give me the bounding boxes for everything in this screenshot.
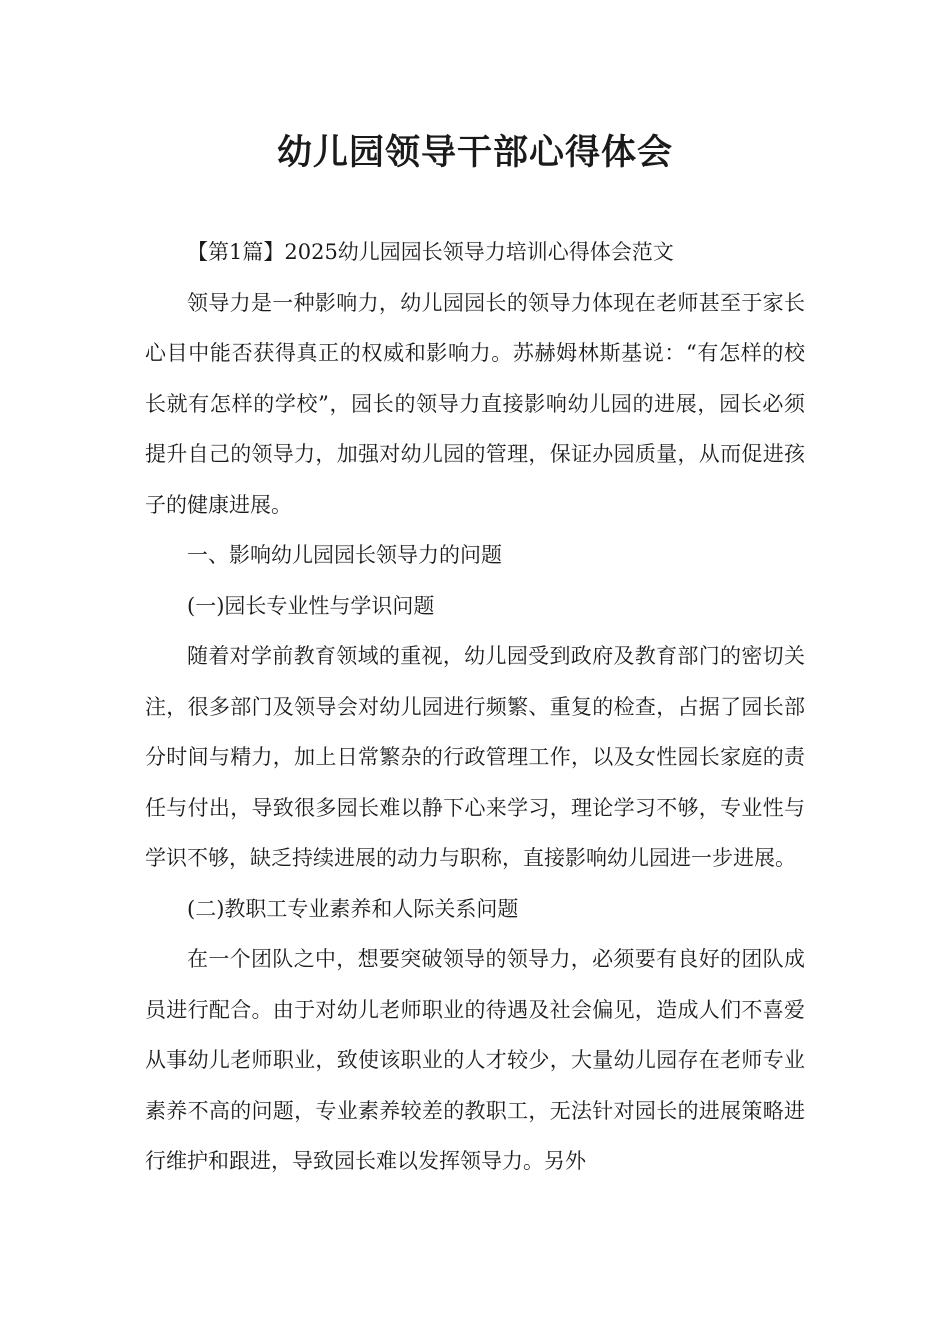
subsection-heading: (二)教职工专业素养和人际关系问题: [187, 896, 519, 921]
subsection-heading: (一)园长专业性与学识问题: [187, 593, 435, 618]
body-paragraph: 随着对学前教育领域的重视，幼儿园受到政府及教育部门的密切关注，很多部门及领导会对幼儿园进行频繁、重复的检查，占据了园长部分时间与精力，加上日常繁杂的行政管理工作，以及女性园长家庭的责任与付出，导致很多园长难以静下心来学习，理论学习不够，专业性与学识不够，缺乏持续进展的动力与职称，直接影响幼儿园进一步进展。: [145, 644, 805, 870]
document-body: [145, 227, 805, 1187]
body-paragraph: 领导力是一种影响力，幼儿园园长的领导力体现在老师甚至于家长心目中能否获得真正的权威和影响力。苏赫姆林斯基说：“有怎样的校长就有怎样的学校”，园长的领导力直接影响幼儿园的进展，园长必须提升自己的领导力，加强对幼儿园的管理，保证办园质量，从而促进孩子的健康进展。: [145, 290, 805, 517]
section-heading: 一、影响幼儿园园长领导力的问题: [187, 543, 502, 567]
body-paragraph: 在一个团队之中，想要突破领导的领导力，必须要有良好的团队成员进行配合。由于对幼儿老师职业的待遇及社会偏见，造成人们不喜爱从事幼儿老师职业，致使该职业的人才较少，大量幼儿园存在老师专业素养不高的问题，专业素养较差的教职工，无法针对园长的进展策略进行维护和跟进，导致园长难以发挥领导力。另外: [145, 947, 805, 1173]
document-title: 幼儿园领导干部心得体会: [276, 133, 673, 173]
article-heading: 【第1篇】2025幼儿园园长领导力培训心得体会范文: [187, 240, 674, 264]
